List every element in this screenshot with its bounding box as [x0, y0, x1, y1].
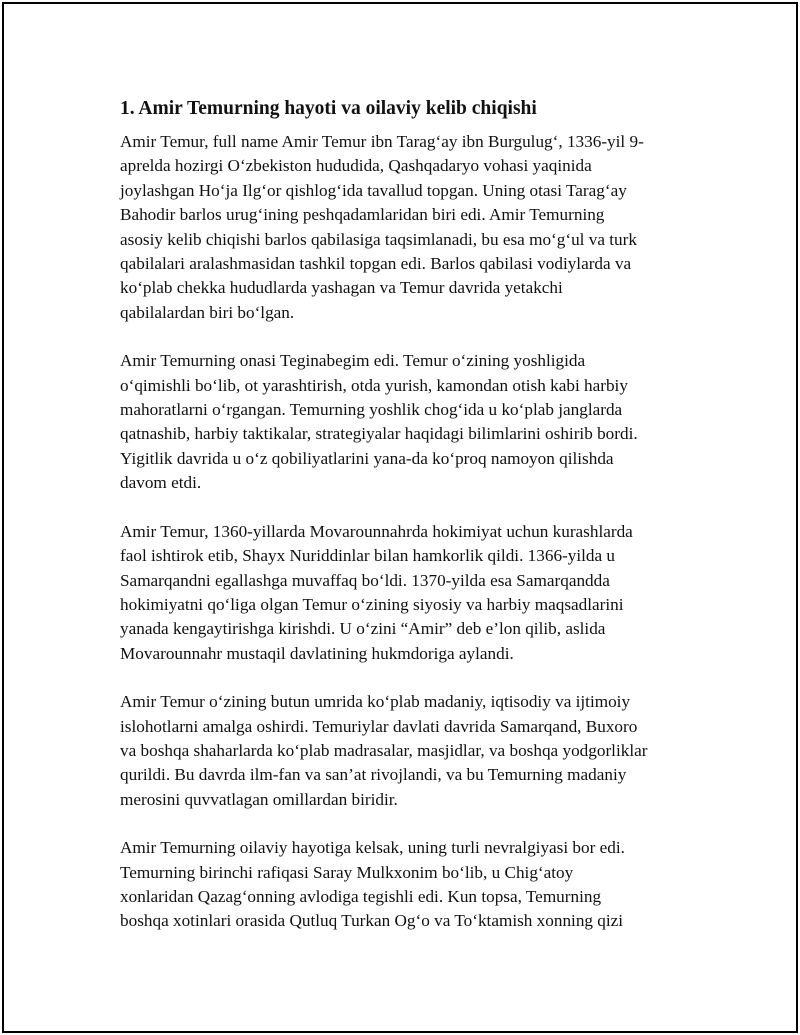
text-line: Temurning birinchi rafiqasi Saray Mulkxonim bo‘lib, u Chig‘atoy: [120, 862, 574, 882]
document-body: [120, 94, 700, 934]
document-page: [2, 2, 798, 1033]
text-line: qurildi. Bu davrda ilm-fan va san’at rivojlandi, va bu Temurning madaniy: [120, 765, 627, 785]
text-line: joylashgan Ho‘ja Ilg‘or qishlog‘ida tavallud topgan. Uning otasi Tarag‘ay: [120, 180, 627, 200]
text-line: Movarounnahr mustaqil davlatining hukmdoriga aylandi.: [120, 643, 514, 663]
text-line: qabilalardan biri bo‘lgan.: [120, 302, 295, 322]
paragraph: [120, 690, 700, 812]
text-line: asosiy kelib chiqishi barlos qabilasiga taqsimlanadi, bu esa mo‘g‘ul va turk: [120, 229, 637, 249]
text-line: mahoratlarni o‘rgangan. Temurning yoshlik chog‘ida u ko‘plab janglarda: [120, 400, 623, 420]
text-line: Amir Temurning onasi Teginabegim edi. Temur o‘zining yoshligida: [120, 351, 586, 371]
text-line: qatnashib, harbiy taktikalar, strategiyalar haqidagi bilimlarini oshirib bordi.: [120, 424, 638, 444]
paragraph: [120, 836, 700, 934]
text-line: boshqa xotinlari orasida Qutluq Turkan Og‘o va To‘ktamish xonning qizi: [120, 911, 624, 931]
paragraphs-container: [120, 130, 700, 934]
text-line: va boshqa shaharlarda ko‘plab madrasalar, masjidlar, va boshqa yodgorliklar: [120, 740, 648, 760]
text-line: Amir Temur, 1360-yillarda Movarounnahrda hokimiyat uchun kurashlarda: [120, 521, 633, 541]
text-line: Bahodir barlos urug‘ining peshqadamlaridan biri edi. Amir Temurning: [120, 205, 605, 225]
text-line: Amir Temurning oilaviy hayotiga kelsak, uning turli nevralgiyasi bor edi.: [120, 838, 625, 858]
text-line: Samarqandni egallashga muvaffaq bo‘ldi. 1370-yilda esa Samarqandda: [120, 570, 610, 590]
paragraph: [120, 130, 700, 325]
text-line: hokimiyatni qo‘liga olgan Temur o‘zining siyosiy va harbiy maqsadlarini: [120, 594, 624, 614]
section-heading: 1. Amir Temurning hayoti va oilaviy kelib chiqishi: [120, 98, 537, 119]
text-line: Yigitlik davrida u o‘z qobiliyatlarini yana-da ko‘proq namoyon qilishda: [120, 448, 614, 468]
text-line: davom etdi.: [120, 473, 202, 493]
text-line: aprelda hozirgi O‘zbekiston hududida, Qashqadaryo vohasi yaqinida: [120, 156, 592, 176]
text-line: Amir Temur, full name Amir Temur ibn Tarag‘ay ibn Burgulug‘, 1336-yil 9-: [120, 132, 644, 151]
text-line: faol ishtirok etib, Shayx Nuriddinlar bilan hamkorlik qildi. 1366-yilda u: [120, 546, 616, 566]
text-line: qabilalari aralashmasidan tashkil topgan edi. Barlos qabilasi vodiylarda va: [120, 254, 632, 274]
text-line: xonlaridan Qazag‘onning avlodiga tegishli edi. Kun topsa, Temurning: [120, 886, 602, 906]
text-line: Amir Temur o‘zining butun umrida ko‘plab madaniy, iqtisodiy va ijtimoiy: [120, 692, 631, 712]
text-line: islohotlarni amalga oshirdi. Temuriylar davlati davrida Samarqand, Buxoro: [120, 716, 638, 736]
paragraph: [120, 349, 700, 495]
paragraph: [120, 520, 700, 666]
text-line: yanada kengaytirishga kirishdi. U o‘zini “Amir” deb e’lon qilib, aslida: [120, 619, 606, 639]
text-line: o‘qimishli bo‘lib, ot yarashtirish, otda yurish, kamondan otish kabi harbiy: [120, 375, 628, 395]
text-line: ko‘plab chekka hududlarda yashagan va Temur davrida yetakchi: [120, 278, 563, 298]
text-line: merosini quvvatlagan omillardan biridir.: [120, 789, 398, 809]
